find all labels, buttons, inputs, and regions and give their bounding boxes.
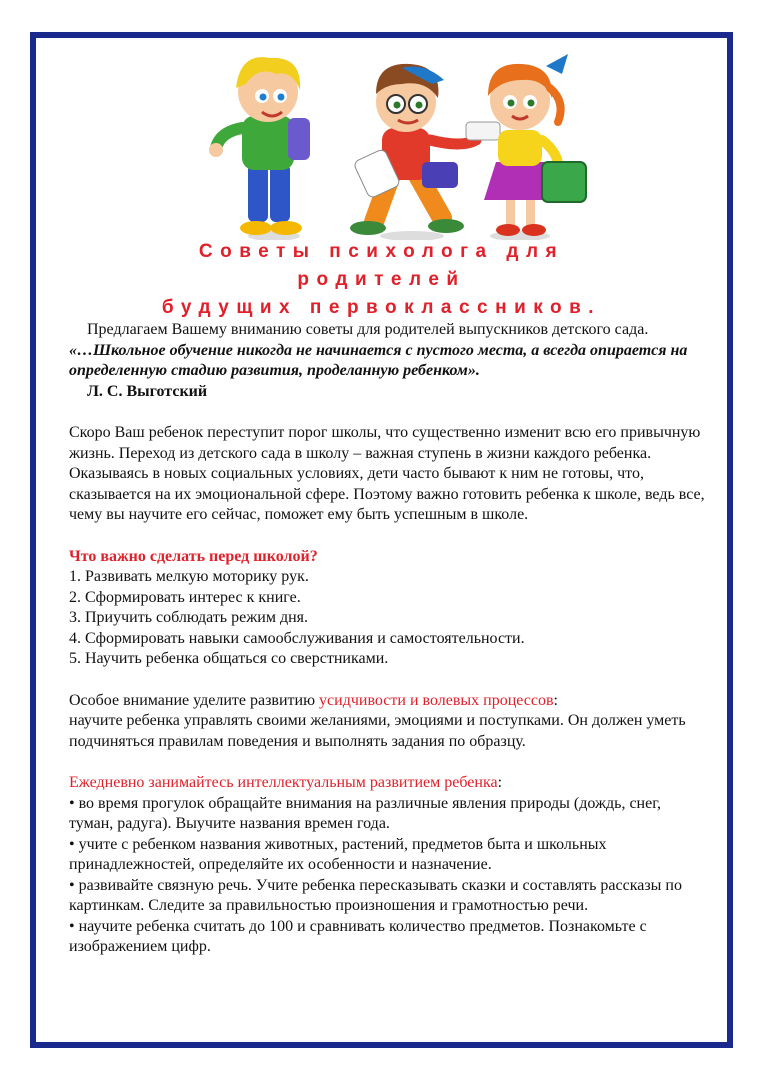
title-line-3: будущих первоклассников. <box>161 297 602 318</box>
bullet-item: • развивайте связную речь. Учите ребенка пересказывать сказки и составлять рассказы по картинкам. Следите за правильностью произношения и грамотностью речи. <box>69 876 682 914</box>
schoolchildren-illustration <box>206 44 626 240</box>
intro-paragraph: Предлагаем Вашему вниманию советы для родителей выпускников детского сада. <box>87 321 649 338</box>
page-title <box>36 238 727 322</box>
section2-suffix: : <box>553 691 558 709</box>
title-line-1: Советы психолога для <box>198 241 565 262</box>
list-item: 3. Приучить соблюдать режим дня. <box>69 609 309 626</box>
section3-heading: Ежедневно занимайтесь интеллектуальным развитием ребенка <box>69 774 498 791</box>
section2-highlight: усидчивости и волевых процессов <box>319 691 554 709</box>
quote-author: Л. С. Выготский <box>87 382 208 400</box>
section3-lead <box>69 773 709 794</box>
section2-prefix: Особое внимание уделите развитию <box>69 691 320 709</box>
section1-heading: Что важно сделать перед школой? <box>69 547 318 565</box>
boy-blond-icon <box>209 57 310 240</box>
document-body <box>69 320 709 958</box>
list-item: 5. Научить ребенка общаться со сверстниками. <box>69 650 389 667</box>
list-item: 2. Сформировать интерес к книге. <box>69 588 301 606</box>
section3-colon: : <box>497 774 503 791</box>
section2-body: научите ребенка управлять своими желаниями, эмоциями и поступками. Он должен уметь подчиняться правилам поведения и выполнять задания по образцу. <box>69 712 686 750</box>
list-item: 4. Сформировать навыки самообслуживания и самостоятельности. <box>69 629 525 647</box>
bullet-item: • учите с ребенком названия животных, растений, предметов быта и школьных принадлежностей, определяйте их особенности и назначение. <box>69 835 607 873</box>
main-paragraph: Скоро Ваш ребенок переступит порог школы, что существенно изменит всю его привычную жизнь. Переход из детского сада в школу – важная ступень в жизни каждого ребенка. Оказываясь в новых социальных условиях, дети часто бывают к ним не готовы, что, сказывается на их эмоциональной сфере. Поэтому важно готовить ребенка к школе, ведь все, чему вы научите его сейчас, поможет ему быть успешным в школе. <box>69 424 705 523</box>
title-line-2: родителей <box>297 269 466 290</box>
quote: «…Школьное обучение никогда не начинается с пустого места, а всегда опирается на определенную стадию развития, проделанную ребенком». <box>69 341 688 379</box>
section2-lead <box>69 691 709 712</box>
bullet-item: • научите ребенка считать до 100 и сравнивать количество предметов. Познакомьте с изображением цифр. <box>69 917 647 955</box>
boy-glasses-icon <box>350 64 500 240</box>
bullet-item: • во время прогулок обращайте внимания на различные явления природы (дождь, снег, туман, радуга). Выучите названия времен года. <box>69 794 661 832</box>
girl-icon <box>484 54 586 240</box>
page-frame <box>30 32 733 1048</box>
list-item: 1. Развивать мелкую моторику рук. <box>69 568 309 585</box>
